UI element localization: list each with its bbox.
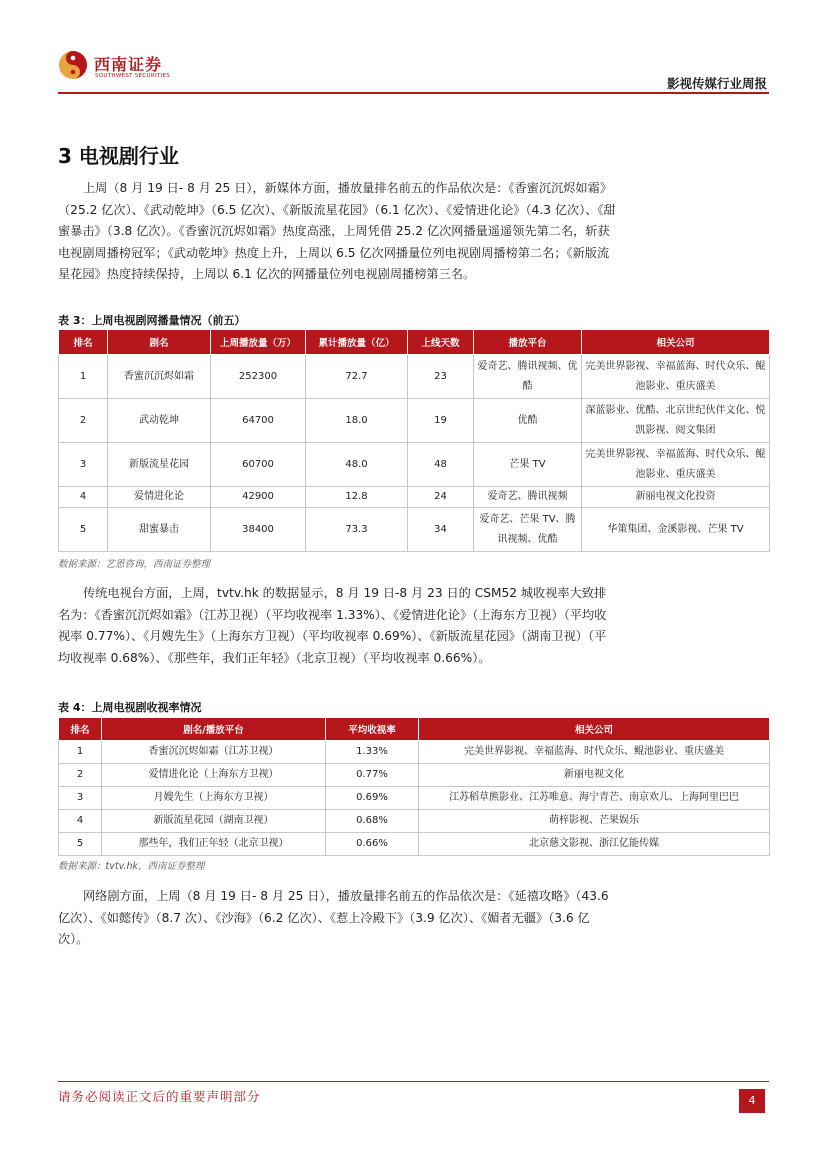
cell-rank: 1 [59, 355, 108, 399]
cell-rank: 4 [59, 810, 102, 833]
table-tv-ratings [58, 717, 770, 856]
cell-companies: 北京慈文影视、浙江亿能传媒 [419, 833, 770, 856]
cell-platform: 芒果 TV [474, 443, 582, 487]
cell-companies: 萌梓影视、芒果娱乐 [419, 810, 770, 833]
cell-total-views: 18.0 [306, 399, 408, 443]
table-row [59, 355, 770, 399]
table-row [59, 443, 770, 487]
cell-weekly-views: 64700 [211, 399, 306, 443]
logo-chinese-name: 西南证券 [94, 55, 163, 74]
cell-days-online: 23 [408, 355, 474, 399]
paragraph-web-series [58, 886, 618, 951]
cell-total-views: 73.3 [306, 508, 408, 552]
table-row [59, 787, 770, 810]
table3-source: 数据来源：艺恩咨询，西南证券整理 [58, 559, 211, 570]
paragraph-tv-ratings [58, 583, 618, 669]
cell-avg-rating: 0.66% [326, 833, 419, 856]
cell-title-platform: 新版流星花园（湖南卫视） [102, 810, 326, 833]
cell-platform: 爱奇艺、腾讯视频 [474, 487, 582, 508]
cell-companies: 华策集团、金溪影视、芒果 TV [582, 508, 770, 552]
cell-title: 爱情进化论 [108, 487, 211, 508]
cell-days-online: 34 [408, 508, 474, 552]
page-header [58, 40, 769, 92]
col-rank: 排名 [59, 718, 102, 741]
col-days-online: 上线天数 [408, 330, 474, 355]
table-web-views [58, 329, 770, 552]
col-title: 剧名 [108, 330, 211, 355]
page-number: 4 [739, 1089, 765, 1113]
cell-days-online: 24 [408, 487, 474, 508]
cell-rank: 3 [59, 443, 108, 487]
cell-weekly-views: 60700 [211, 443, 306, 487]
cell-avg-rating: 1.33% [326, 741, 419, 764]
cell-rank: 2 [59, 399, 108, 443]
table3-caption: 表 3：上周电视剧网播量情况（前五） [58, 314, 246, 327]
table4-caption: 表 4：上周电视剧收视率情况 [58, 701, 202, 714]
cell-days-online: 19 [408, 399, 474, 443]
table-row [59, 741, 770, 764]
table-row [59, 833, 770, 856]
header-divider [58, 92, 769, 94]
cell-title: 香蜜沉沉烬如霜 [108, 355, 211, 399]
cell-rank: 2 [59, 764, 102, 787]
col-companies: 相关公司 [582, 330, 770, 355]
cell-companies: 完美世界影视、幸福蓝海、时代众乐、鲲池影业、重庆盛美 [419, 741, 770, 764]
footer-disclaimer: 请务必阅读正文后的重要声明部分 [58, 1089, 261, 1104]
col-total-views: 累计播放量（亿） [306, 330, 408, 355]
cell-rank: 5 [59, 833, 102, 856]
col-platform: 播放平台 [474, 330, 582, 355]
report-title: 影视传媒行业周报 [666, 76, 767, 91]
col-title-platform: 剧名/播放平台 [102, 718, 326, 741]
col-avg-rating: 平均收视率 [326, 718, 419, 741]
cell-rank: 1 [59, 741, 102, 764]
cell-platform: 爱奇艺、芒果 TV、腾讯视频、优酷 [474, 508, 582, 552]
cell-companies: 完美世界影视、幸福蓝海、时代众乐、鲲池影业、重庆盛美 [582, 443, 770, 487]
cell-rank: 4 [59, 487, 108, 508]
table-header-row [59, 330, 770, 355]
cell-companies: 江苏稻草熊影业、江苏唯意、海宁青芒、南京欢儿、上海阿里巴巴 [419, 787, 770, 810]
cell-total-views: 72.7 [306, 355, 408, 399]
table-row [59, 810, 770, 833]
cell-companies: 新丽电视文化投资 [582, 487, 770, 508]
col-companies: 相关公司 [419, 718, 770, 741]
col-weekly-views: 上周播放量（万） [211, 330, 306, 355]
cell-total-views: 48.0 [306, 443, 408, 487]
cell-title-platform: 香蜜沉沉烬如霜（江苏卫视） [102, 741, 326, 764]
paragraph-text: 上周（8 月 19 日- 8 月 25 日），新媒体方面，播放量排名前五的作品依次是：《香蜜沉沉烬如霜》（25.2 亿次）、《武动乾坤》（6.5 亿次）、《新版流星花园》（6.1 亿次）、《爱情进化论》（4.3 亿次）、《甜蜜暴击》（3.8 亿次）。《香蜜沉沉烬如霜》热度高涨，上周凭借 25.2 亿次网播量遥遥领先第二名，斩获电视剧周播榜冠军；《武动乾坤》热度上升，上周以 6.5 亿次网播量位列电视剧周播榜第二名；《新版流星花园》热度持续保持，上周以 6.1 亿次的网播量位列电视剧周播榜第三名。 [58, 181, 616, 282]
table-row [59, 508, 770, 552]
cell-total-views: 12.8 [306, 487, 408, 508]
table-header-row [59, 718, 770, 741]
cell-avg-rating: 0.69% [326, 787, 419, 810]
footer-divider [58, 1081, 769, 1082]
cell-avg-rating: 0.77% [326, 764, 419, 787]
cell-rank: 3 [59, 787, 102, 810]
cell-rank: 5 [59, 508, 108, 552]
cell-companies: 完美世界影视、幸福蓝海、时代众乐、鲲池影业、重庆盛美 [582, 355, 770, 399]
cell-platform: 优酷 [474, 399, 582, 443]
southwest-securities-logo-icon [58, 50, 88, 80]
col-rank: 排名 [59, 330, 108, 355]
cell-weekly-views: 252300 [211, 355, 306, 399]
cell-title-platform: 那些年，我们正年轻（北京卫视） [102, 833, 326, 856]
cell-weekly-views: 42900 [211, 487, 306, 508]
cell-title: 甜蜜暴击 [108, 508, 211, 552]
cell-title: 武动乾坤 [108, 399, 211, 443]
cell-platform: 爱奇艺、腾讯视频、优酷 [474, 355, 582, 399]
paragraph-text: 传统电视台方面，上周，tvtv.hk 的数据显示，8 月 19 日-8 月 23 日的 CSM52 城收视率大致排名为：《香蜜沉沉烬如霜》（江苏卫视）（平均收视率 1.33%）、《爱情进化论》（上海东方卫视）（平均收视率 0.77%）、《月嫂先生》（上海东方卫视）（平均收视率 0.69%）、《新版流星花园》（湖南卫视）（平均收视率 0.68%）、《那些年，我们正年轻》（北京卫视）（平均收视率 0.66%）。 [58, 586, 607, 665]
cell-weekly-views: 38400 [211, 508, 306, 552]
cell-title: 新版流星花园 [108, 443, 211, 487]
table-row [59, 399, 770, 443]
cell-title-platform: 月嫂先生（上海东方卫视） [102, 787, 326, 810]
cell-title-platform: 爱情进化论（上海东方卫视） [102, 764, 326, 787]
paragraph-text: 网络剧方面，上周（8 月 19 日- 8 月 25 日），播放量排名前五的作品依次是：《延禧攻略》（43.6 亿次）、《如懿传》（8.7 次）、《沙海》（6.2 亿次）、《惹上冷殿下》（3.9 亿次）、《媚者无疆》（3.6 亿次）。 [58, 889, 609, 947]
cell-companies: 新丽电视文化 [419, 764, 770, 787]
logo-english-name: SOUTHWEST SECURITIES [95, 73, 171, 79]
paragraph-new-media [58, 178, 618, 286]
section-title: 3 电视剧行业 [58, 144, 179, 168]
table-row [59, 764, 770, 787]
cell-days-online: 48 [408, 443, 474, 487]
table-row [59, 487, 770, 508]
table4-source: 数据来源：tvtv.hk，西南证券整理 [58, 861, 205, 872]
cell-companies: 深蓝影业、优酷、北京世纪伙伴文化、悦凯影视、阅文集团 [582, 399, 770, 443]
cell-avg-rating: 0.68% [326, 810, 419, 833]
